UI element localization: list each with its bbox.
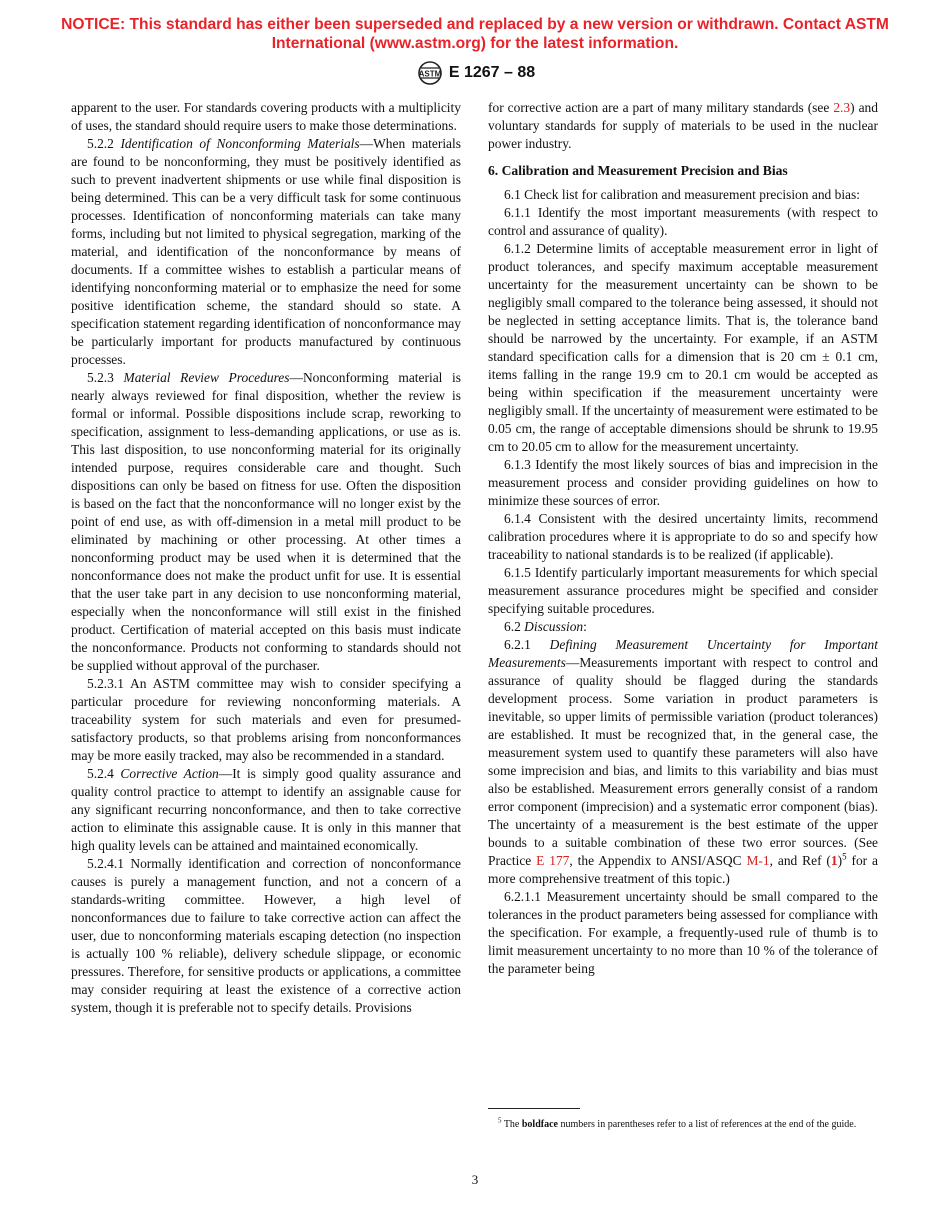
paragraph-6-1: 6.1 Check list for calibration and measurement precision and bias:: [504, 187, 860, 202]
section-6-heading: 6. Calibration and Measurement Precision and Bias: [488, 163, 788, 178]
paragraph-5-2-4: [71, 765, 461, 855]
paragraph-6-1-3: 6.1.3 Identify the most likely sources of bias and imprecision in the measurement process and consider providing guidelines on how to minimize these sources of error.: [488, 457, 878, 508]
paragraph-5-2-3: [71, 369, 461, 675]
section-title: Corrective Action: [120, 766, 219, 781]
section-number: 5.2.3: [87, 370, 124, 385]
document-designation: [0, 60, 950, 86]
section-body: —It is simply good quality assurance and quality control practice to attempt to identify an assignable cause for any significant recurring nonconformance, and then to take corrective action to eliminate this assignable cause. It is only in this manner that high quality levels can be attained and maintained economically.: [71, 766, 461, 853]
paragraph-6-2-1-1: 6.2.1.1 Measurement uncertainty should be small compared to the tolerances in the product parameters being assessed for compliance with the specification. For example, a frequently-used rule of thumb is to limit measurement uncertainty to no more than 10 % of the tolerance of the parameter being: [488, 889, 878, 976]
section-title: Material Review Procedures: [123, 370, 290, 385]
paragraph-6-2: 6.2 Discussion:: [504, 619, 587, 634]
section-number: 5.2.4: [87, 766, 121, 781]
page-number: 3: [471, 1172, 479, 1187]
astm-logo-text: ASTM: [418, 69, 442, 79]
paragraph-5-2-3-1: 5.2.3.1 An ASTM committee may wish to consider specifying a particular procedure for reviewing nonconforming materials. A traceability system for such materials and even for presumed-satisfactory products, so that problems arising from nonconformances may be more easily tracked, may also be recommended in a standard.: [71, 676, 461, 763]
paragraph-6-1-1: 6.1.1 Identify the most important measurements (with respect to control and assurance of quality).: [488, 205, 878, 238]
paragraph-6-1-4: 6.1.4 Consistent with the desired uncertainty limits, recommend calibration procedures where it is appropriate to do so and specify how traceability to national standards is to be realized (if applicable).: [488, 511, 878, 562]
designation-number: E 1267 – 88: [448, 64, 536, 82]
footnote-marker: 5: [842, 851, 847, 862]
notice-banner: NOTICE: This standard has either been superseded and replaced by a new version or withdrawn. Contact ASTM International (www.astm.org) for the latest information.: [61, 16, 889, 52]
section-body: —When materials are found to be nonconforming, they must be positively identified as such to prevent inadvertent shipments or use while final disposition is being determined. This can be a very difficult task for some continuous processes. Identification of nonconforming materials can take many forms, including but not limited to physical segregation, marking of the material, and identification of the nonconformance by means of documents. If a committee wishes to establish a particular means of identifying nonconforming material or to emphasize the need for some positive identification scheme, the standard should so state. A specification statement regarding identification of nonconformance may be particularly important for products manufactured by continuous processes.: [71, 136, 461, 367]
reference-link-m1[interactable]: M-1: [746, 853, 770, 868]
section-title: Identification of Nonconforming Materials: [120, 136, 360, 151]
left-column: [71, 99, 461, 1017]
section-title: Discussion: [524, 619, 584, 634]
paragraph-6-1-5: 6.1.5 Identify particularly important measurements for which special measurement assurance procedures might be specified and consider specifying suitable procedures.: [488, 565, 878, 616]
footnote-5: $^5$ The boldface numbers in parentheses refer to a list of references at the end of the guide.: [498, 1116, 857, 1130]
paragraph-5-2-2: [71, 135, 461, 369]
reference-link-e177[interactable]: E 177: [536, 853, 570, 868]
paragraph-6-1-2: 6.1.2 Determine limits of acceptable measurement error in light of product tolerances, and specify maximum acceptable measurement uncertainty for the measurement uncertainty can be shown to be negligibly small compared to the tolerance being assessed, it should not be neglected in setting acceptance limits. That is, the tolerance band should be narrowed by the uncertainty. For example, if an ASTM standard specification calls for a dimension that is 20 cm ± 0.1 cm, items falling in the range 19.9 cm to 20.1 cm would be accepted as being within specification if the measurement uncertainty were negligibly small. If the uncertainty of measurement were estimated to be 0.05 cm, the range of acceptable dimensions should be shrunk to 19.95 cm to 20.05 cm to allow for the measurement uncertainty.: [488, 241, 878, 454]
footnote-divider: [488, 1108, 580, 1109]
section-title: Defining Measurement Uncertainty for Important Measurements: [488, 637, 879, 670]
paragraph-5-2-4-1: 5.2.4.1 Normally identification and correction of nonconformance causes is purely a management function, and not a concern of a standards-writing committee. However, a high level of nonconformances due to failure to take corrective action can affect the user, due to nonconforming materials escaping detection (no inspection is actually 100 % reliable), delivery schedule slippage, or economic pressures. Therefore, for sensitive products or applications, a committee may consider requiring at least the existence of a corrective action system, though it is preferable not to specify details. Provisions: [71, 856, 461, 1015]
paragraph-continuation: for corrective action are a part of many military standards (see 2.3) and voluntary standards for supply of materials to be used in the nuclear power industry.: [488, 100, 878, 151]
astm-logo-icon: [415, 60, 445, 86]
reference-link-1[interactable]: 1: [830, 853, 838, 868]
right-column: [488, 99, 878, 978]
reference-link-2-3[interactable]: 2.3: [833, 100, 851, 115]
paragraph-continuation: apparent to the user. For standards covering products with a multiplicity of uses, the standard should require users to make those determinations.: [71, 100, 461, 133]
paragraph-6-2-1: 6.2.1 Defining Measurement Uncertainty for Important Measurements—Measurements important with respect to control and assurance of quality should be flagged during the standards development process. Some variation in product parameters is inevitable, so upper limits of permissible variation (product tolerances) are established. It must be recognized that, in the general case, the measurement system used to quantify these parameters will also have some imprecision and bias, and limits to this variability and bias must also be established. Measurement errors generally consist of a random error component (imprecision) and a systematic error component (bias). The uncertainty of a measurement is the best estimate of the upper bounds to a suitable combination of these two error sources. (See Practice E 177, the Appendix to ANSI/ASQC M-1, and Ref $(1)^5$ for a more comprehensive treatment of this topic.): [488, 637, 879, 886]
section-body: —Nonconforming material is nearly always reviewed for final disposition, whether the review is formal or informal. Possible dispositions include scrap, reworking to specification, assignment to less-demanding applications, or use as is. This last disposition, to use nonconforming material for its originally intended purpose, requires considerable care and thought. Such dispositions can only be based on fitness for use. Often the disposition is based on the fact that the nonconformance will no longer exist by the point of end use, as with off-dimension in a metal mill product to be eliminated by machining or other processing. At other times a nonconforming product may be used when it is determined that the nonconformance does not make the product unfit for use. It is essential that the user take part in any decision to use nonconforming material, especially when the nonconformance will still exist in the finished product. Certification of material accepted on this basis must indicate the nonconformance. Products not conforming to standards should not be supplied without approval of the purchaser.: [71, 370, 461, 673]
section-number: 5.2.2: [87, 136, 121, 151]
